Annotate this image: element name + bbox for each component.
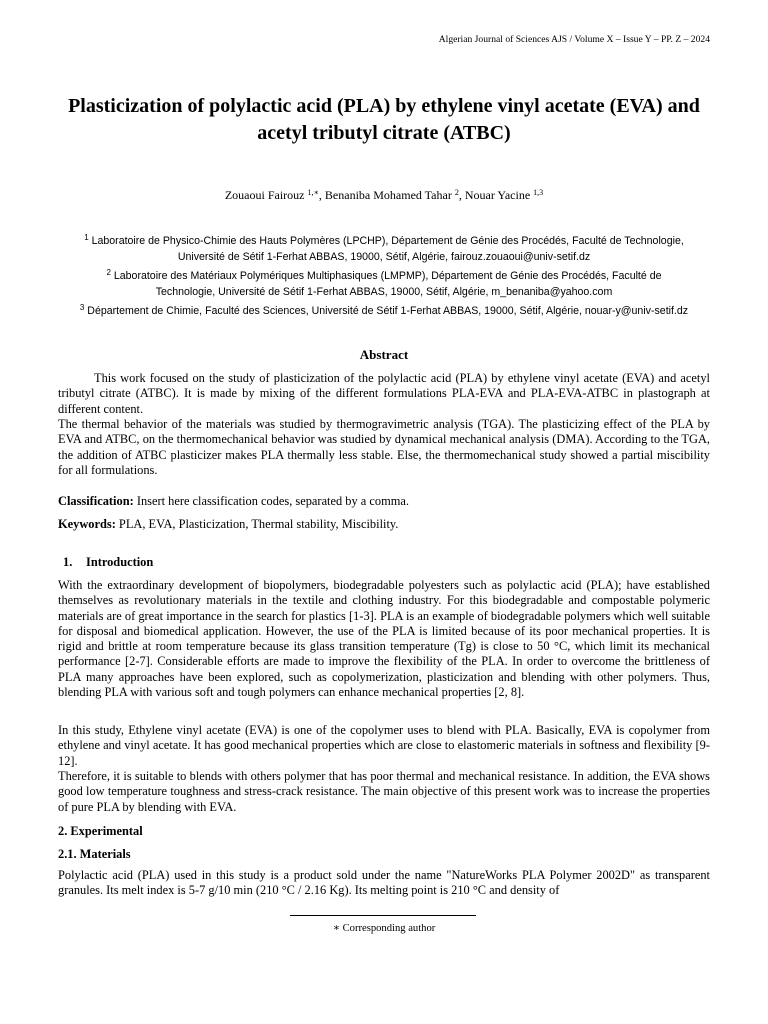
section-number: 1. — [63, 555, 73, 569]
body-paragraph: Therefore, it is suitable to blends with others polymer that has poor thermal and mechanical resistance. In addition, the EVA shows good low temperature toughness and stress-crack resistance. The main objective of this present work was to increase the properties of pure PLA by blending with EVA. — [58, 769, 710, 814]
affiliation-number: 3 — [79, 303, 85, 312]
body-paragraph: In this study, Ethylene vinyl acetate (EVA) is one of the copolymer uses to blend with PLA. Basically, EVA is copolymer from ethylene and vinyl acetate. It has good mechanical properties which are close to elastomeric materials in softness and flexibility [9-12]. — [58, 723, 710, 768]
author-affiliation-mark: 2 — [454, 188, 459, 197]
affiliation — [78, 303, 690, 319]
classification-value: Insert here classification codes, separated by a comma. — [133, 494, 409, 508]
author-affiliation-mark: 1,3 — [533, 188, 544, 197]
author-separator: , — [318, 188, 325, 202]
affiliation — [78, 233, 690, 265]
section-heading-introduction: Introduction — [86, 555, 154, 569]
author-name: Zouaoui Fairouz — [224, 188, 308, 202]
keywords-value: PLA, EVA, Plasticization, Thermal stability, Miscibility. — [115, 517, 399, 531]
affiliation-text: Département de Chimie, Faculté des Sciences, Université de Sétif 1-Ferhat ABBAS, 19000, Sétif, Algérie, nouar-y@univ-setif.dz — [84, 305, 689, 317]
affiliation-text: Laboratoire de Physico-Chimie des Hauts Polymères (LPCHP), Département de Génie des Procédés, Faculté de Technologie, Université de Sétif 1-Ferhat ABBAS, 19000, Sétif, Algérie, fairouz.zouaoui@univ-setif.dz — [88, 235, 684, 263]
section-heading-experimental: 2. Experimental — [58, 824, 143, 838]
author-separator: , — [458, 188, 465, 202]
keywords-label: Keywords: — [58, 517, 116, 531]
paper-title: Plasticization of polylactic acid (PLA) by ethylene vinyl acetate (EVA) and acetyl tributyl citrate (ATBC) — [68, 95, 700, 144]
affiliation-number: 2 — [106, 268, 111, 277]
author-list — [58, 188, 710, 203]
running-head: Algerian Journal of Sciences AJS / Volume X – Issue Y – PP. Z – 2024 — [438, 34, 710, 45]
author-name: Benaniba Mohamed Tahar — [324, 188, 455, 202]
author-name: Nouar Yacine — [464, 188, 534, 202]
body-paragraph: With the extraordinary development of biopolymers, biodegradable polyesters such as polylactic acid (PLA); have established themselves as revolutionary materials in the textile and clothing industry. For this biodegradable and compostable polymeric materials are of great importance in the search for plastics [1-3]. PLA is an example of biodegradable polymers which well suitable for disposal and biomedical application. However, the use of the PLA is limited because of its poor mechanical properties. It is rigid and brittle at room temperature because its glass transition temperature (Tg) is close to 50 °C, which limit its mechanical performance [2-7]. Considerable efforts are made to improve the flexibility of the PLA. In order to overcome the brittleness of PLA many approaches have been explored, such as copolymerization, plasticization and blending with other polymers. Thus, blending PLA with various soft and tough polymers can enhance mechanical properties [2, 8]. — [58, 578, 710, 700]
affiliation — [78, 268, 690, 300]
abstract-heading: Abstract — [359, 347, 409, 362]
abstract-paragraph: This work focused on the study of plasticization of the polylactic acid (PLA) by ethylene vinyl acetate (EVA) and acetyl tributyl citrate (ATBC). It is made by mixing of the different formulations PLA-EVA and PLA-EVA-ATBC in plastograph at different content. — [58, 371, 710, 416]
body-paragraph: Polylactic acid (PLA) used in this study is a product sold under the name "NatureWorks PLA Polymer 2002D" as transparent granules. Its melt index is 5-7 g/10 min (210 °C / 2.16 Kg). Its melting point is 210 °C and density of — [58, 868, 710, 898]
subsection-heading-materials: 2.1. Materials — [58, 847, 131, 861]
affiliation-text: Laboratoire des Matériaux Polymériques Multiphasiques (LMPMP), Département de Génie des Procédés, Faculté de Technologie, Université de Sétif 1-Ferhat ABBAS, 19000, Sétif, Algérie, m_benaniba@yahoo.com — [110, 270, 662, 298]
author-affiliation-mark: 1,∗ — [307, 188, 319, 197]
footnote-rule — [290, 915, 476, 916]
classification-label: Classification: — [58, 494, 134, 508]
footnote-corresponding-author: ∗ Corresponding author — [332, 923, 436, 934]
paper-page — [58, 0, 710, 1024]
classification-line — [58, 494, 409, 509]
abstract-paragraph: The thermal behavior of the materials was studied by thermogravimetric analysis (TGA). The plasticizing effect of the PLA by EVA and ATBC, on the thermomechanical behavior was studied by dynamical mechanical analysis (DMA). According to the TGA, the addition of ATBC plasticizer makes PLA thermally less stable. Else, the thermomechanical study showed a partial miscibility for all formulations. — [58, 417, 710, 477]
keywords-line — [58, 517, 398, 532]
affiliation-number: 1 — [84, 233, 89, 242]
